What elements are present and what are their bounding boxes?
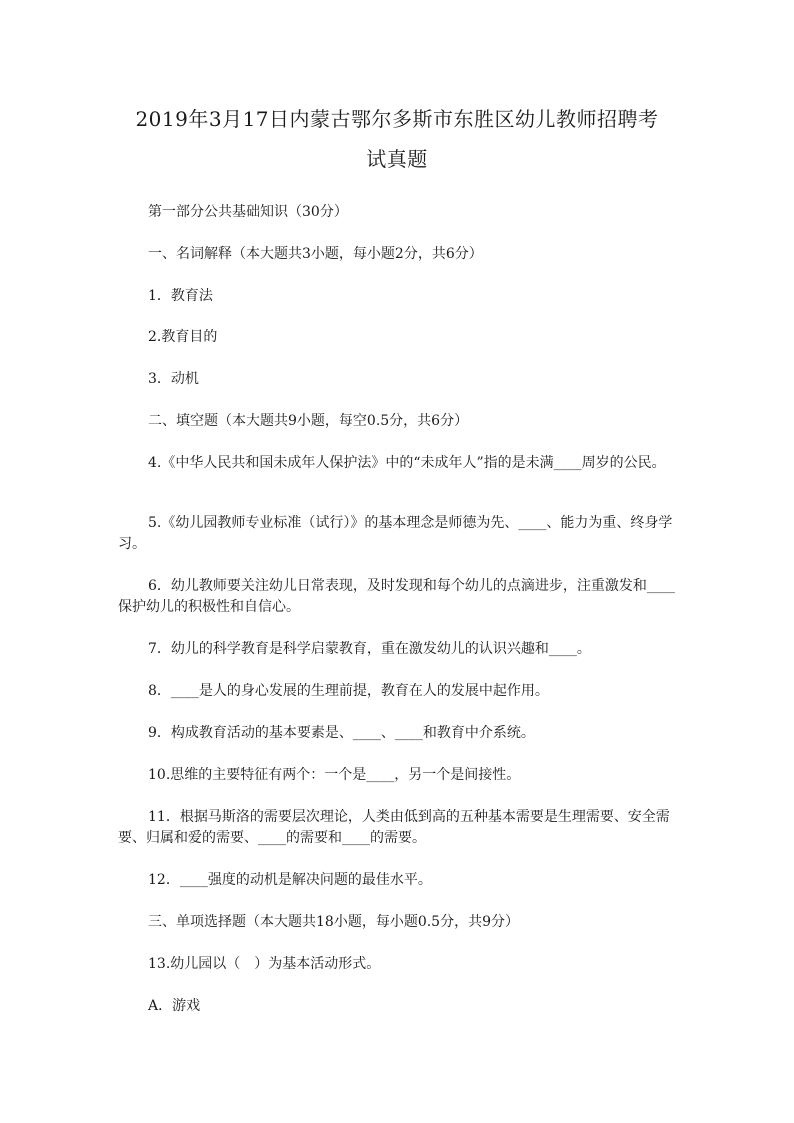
question-10: 10.思维的主要特征有两个：一个是____，另一个是间接性。 (148, 767, 521, 783)
question-13-option-a: A．游戏 (148, 998, 201, 1014)
question-12: 12．____强度的动机是解决问题的最佳水平。 (148, 872, 432, 888)
question-6-line2: 保护幼儿的积极性和自信心。 (118, 599, 300, 615)
question-7: 7．幼儿的科学教育是科学启蒙教育，重在激发幼儿的认识兴趣和____。 (148, 641, 591, 657)
section-heading-1: 一、名词解释（本大题共3小题，每小题2分，共6分） (148, 246, 483, 262)
question-11-line2: 要、归属和爱的需要、____的需要和____的需要。 (118, 830, 426, 846)
question-9: 9．构成教育活动的基本要素是、____、____和教育中介系统。 (148, 725, 535, 741)
question-13: 13.幼儿园以（ ）为基本活动形式。 (148, 956, 381, 972)
question-3: 3．动机 (148, 371, 199, 387)
question-2: 2.教育目的 (148, 329, 218, 345)
question-1: 1．教育法 (148, 288, 213, 304)
question-11-line1: 11．根据马斯洛的需要层次理论，人类由低到高的五种基本需要是生理需要、安全需 (148, 809, 670, 825)
question-5-line1: 5.《幼儿园教师专业标准（试行）》的基本理念是师德为先、____、能力为重、终身学 (148, 515, 673, 531)
question-8: 8．____是人的身心发展的生理前提，教育在人的发展中起作用。 (148, 683, 549, 699)
section-heading-3: 三、单项选择题（本大题共18小题，每小题0.5分，共9分） (148, 914, 519, 930)
section-heading-2: 二、填空题（本大题共9小题，每空0.5分，共6分） (148, 413, 469, 429)
document-title-line2: 试真题 (366, 147, 428, 171)
document-title-line1: 2019年3月17日内蒙古鄂尔多斯市东胜区幼儿教师招聘考 (135, 107, 659, 131)
question-5-line2: 习。 (118, 536, 146, 552)
question-4: 4.《中华人民共和国未成年人保护法》中的“未成年人”指的是未满____周岁的公民。 (148, 455, 666, 471)
part-heading: 第一部分公共基础知识（30分） (148, 204, 348, 220)
question-6-line1: 6．幼儿教师要关注幼儿日常表现，及时发现和每个幼儿的点滴进步，注重激发和____ (148, 578, 675, 594)
